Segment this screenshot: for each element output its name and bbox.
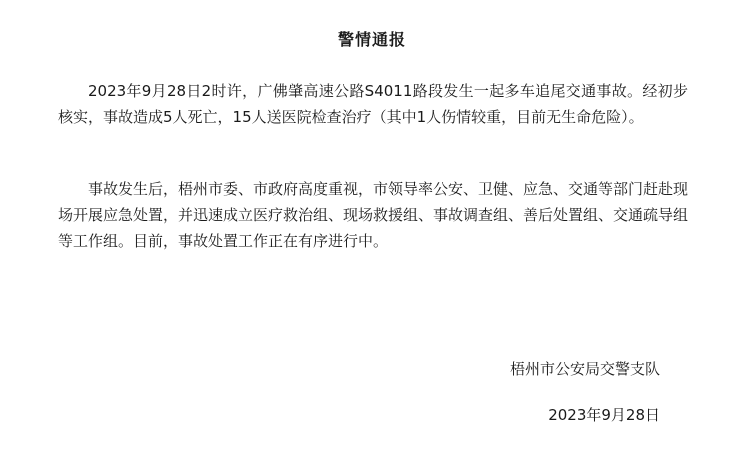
issuer-signature: 梧州市公安局交警支队 bbox=[509, 360, 660, 378]
paragraph-response: 事故发生后，梧州市委、市政府高度重视，市领导率公安、卫健、应急、交通等部门赶赴现场开展应急处置，并迅速成立医疗救治组、现场救援组、事故调查组、善后处置组、交通疏导组等工作组。目前，事故处置工作正在有序进行中。 bbox=[58, 180, 689, 250]
paragraph-incident: 2023年9月28日2时许，广佛肇高速公路S4011路段发生一起多车追尾交通事故。经初步核实，事故造成5人死亡，15人送医院检查治疗（其中1人伤情较重，目前无生命危险）。 bbox=[58, 82, 688, 126]
issue-date: 2023年9月28日 bbox=[548, 406, 660, 424]
document-title: 警情通报 bbox=[337, 30, 406, 49]
